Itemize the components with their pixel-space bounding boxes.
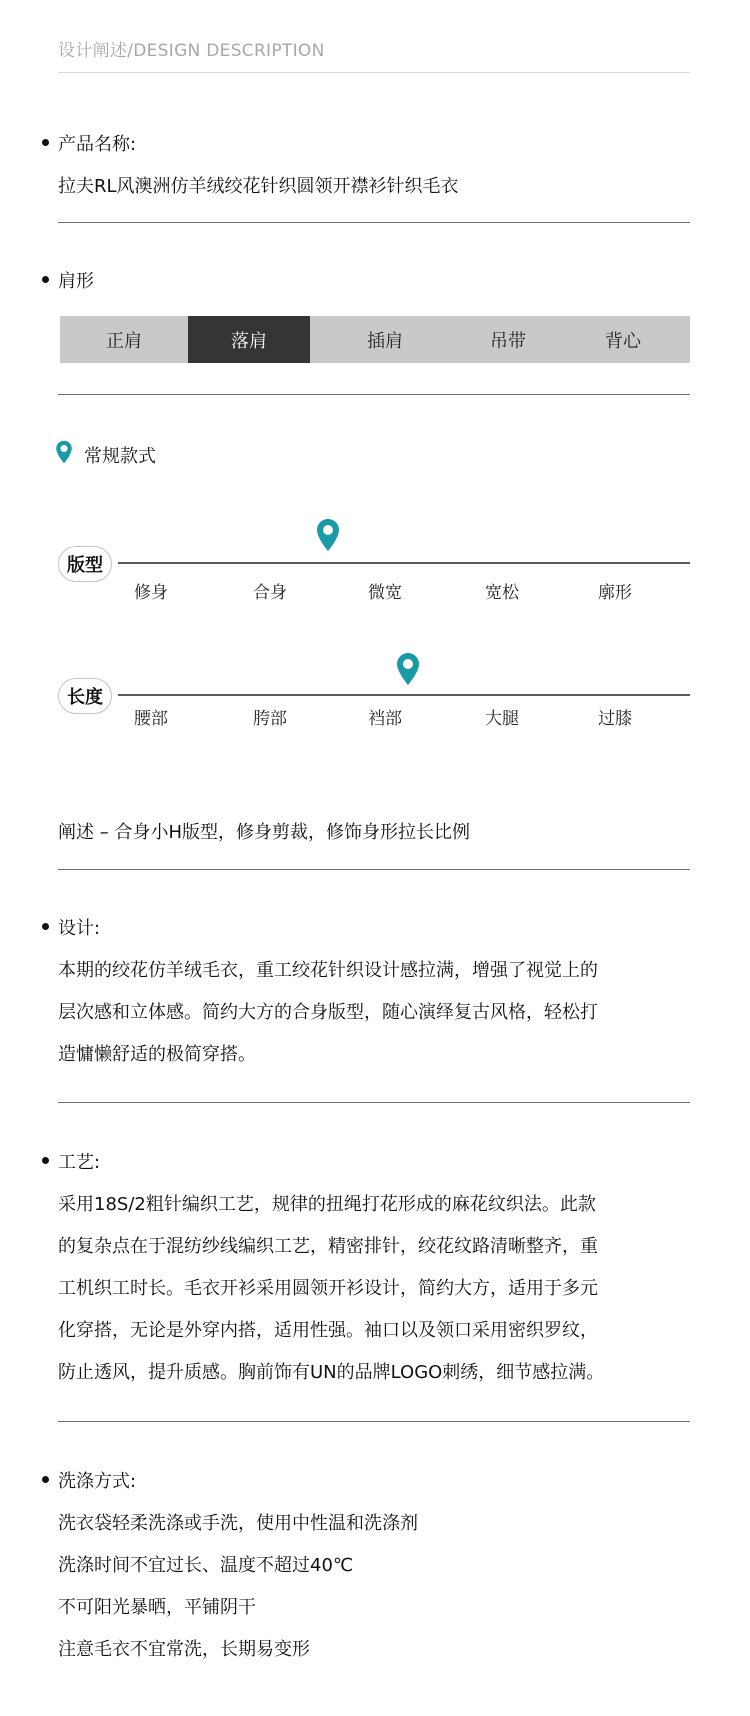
product-label: 产品名称:	[58, 134, 137, 155]
section-divider	[58, 869, 690, 870]
design-text-line: 造慵懒舒适的极简穿搭。	[58, 1044, 256, 1065]
shoulder-option-vest: 背心	[605, 330, 641, 352]
fit-tick: 修身	[134, 583, 168, 603]
fit-tick: 微宽	[368, 583, 402, 603]
section-divider	[58, 394, 690, 395]
craft-text-line: 防止透风，提升质感。胸前饰有UN的品牌LOGO刺绣，细节感拉满。	[58, 1362, 605, 1383]
length-tick: 胯部	[253, 709, 287, 729]
shoulder-option-regular: 正肩	[106, 330, 142, 352]
washing-label: 洗涤方式:	[58, 1471, 137, 1492]
fit-tick: 宽松	[485, 583, 519, 603]
craft-text-line: 采用18S/2粗针编织工艺，规律的扭绳打花形成的麻花纹织法。此款	[58, 1194, 596, 1215]
bullet-dot	[42, 276, 49, 283]
washing-text-line: 洗衣袋轻柔洗涤或手洗，使用中性温和洗涤剂	[58, 1513, 418, 1534]
location-pin-icon	[55, 440, 73, 464]
page-header-title: 设计阐述/DESIGN DESCRIPTION	[58, 41, 325, 61]
design-text-line: 层次感和立体感。简约大方的合身版型，随心演绎复古风格，轻松打	[58, 1002, 598, 1023]
length-tick: 大腿	[485, 709, 519, 729]
bullet-dot	[42, 139, 49, 146]
craft-text-line: 化穿搭，无论是外穿内搭，适用性强。袖口以及领口采用密织罗纹，	[58, 1320, 598, 1341]
craft-text-line: 的复杂点在于混纺纱线编织工艺，精密排针，绞花纹路清晰整齐，重	[58, 1236, 598, 1257]
length-scale-line	[118, 694, 690, 696]
design-text-line: 本期的绞花仿羊绒毛衣，重工绞花针织设计感拉满，增强了视觉上的	[58, 960, 598, 981]
length-marker-pin-icon	[396, 652, 420, 686]
section-divider	[58, 1102, 690, 1103]
bullet-dot	[42, 1157, 49, 1164]
length-tick: 裆部	[368, 709, 402, 729]
fit-label-pill: 版型	[58, 546, 112, 582]
style-label: 常规款式	[84, 446, 156, 467]
bullet-dot	[42, 1476, 49, 1483]
fit-scale-line	[118, 562, 690, 564]
section-divider	[58, 1421, 690, 1422]
washing-text-line: 不可阳光暴晒，平铺阴干	[58, 1597, 256, 1618]
washing-text-line: 注意毛衣不宜常洗，长期易变形	[58, 1639, 310, 1660]
bullet-dot	[42, 923, 49, 930]
fit-tick: 合身	[253, 583, 287, 603]
shoulder-option-dropped: 落肩	[188, 316, 310, 363]
shoulder-option-raglan: 插肩	[367, 330, 403, 352]
length-tick: 腰部	[134, 709, 168, 729]
shoulder-options-bar	[60, 316, 690, 363]
craft-label: 工艺:	[58, 1152, 101, 1173]
fit-tick: 廓形	[598, 583, 632, 603]
design-label: 设计:	[58, 918, 101, 939]
product-name: 拉夫RL风澳洲仿羊绒绞花针织圆领开襟衫针织毛衣	[58, 176, 459, 197]
style-description: 阐述 – 合身小H版型，修身剪裁，修饰身形拉长比例	[58, 822, 470, 843]
section-divider	[58, 222, 690, 223]
washing-text-line: 洗涤时间不宜过长、温度不超过40℃	[58, 1555, 354, 1576]
fit-marker-pin-icon	[316, 518, 340, 552]
shoulder-option-strap: 吊带	[490, 330, 526, 352]
shoulder-label: 肩形	[58, 271, 94, 292]
length-tick: 过膝	[598, 709, 632, 729]
header-divider	[58, 72, 690, 73]
length-label-pill: 长度	[58, 678, 112, 714]
craft-text-line: 工机织工时长。毛衣开衫采用圆领开衫设计，简约大方，适用于多元	[58, 1278, 598, 1299]
